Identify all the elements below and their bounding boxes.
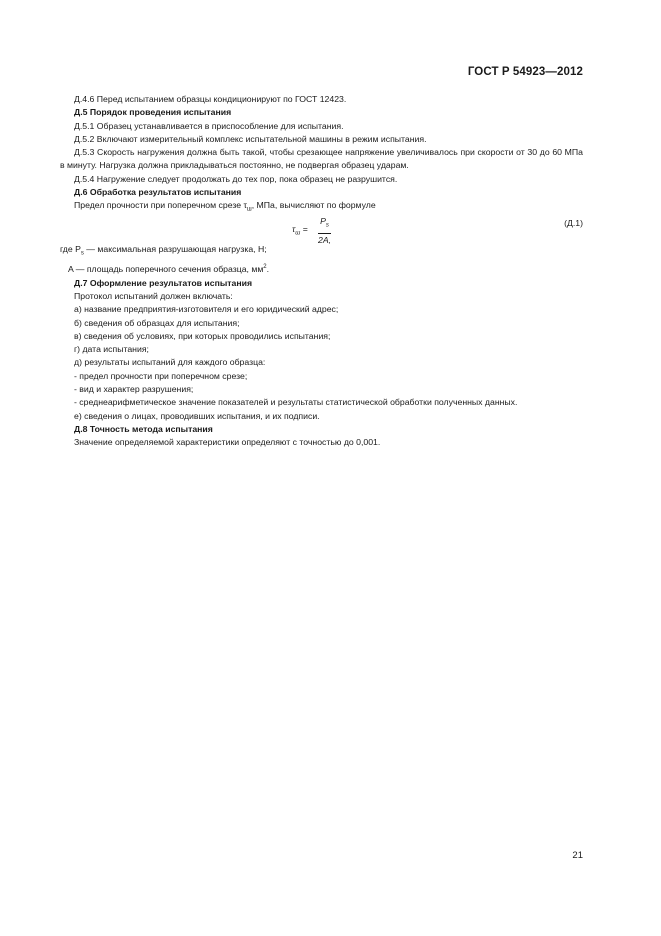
standard-header: ГОСТ Р 54923—2012 <box>467 66 583 78</box>
section-d7-heading: Д.7 Оформление результатов испытания <box>74 277 253 288</box>
section-d8-heading: Д.8 Точность метода испытания <box>74 423 213 434</box>
clause-d51: Д.5.1 Образец устанавливается в приспособление для испытания. <box>74 120 344 131</box>
clause-d54: Д.5.4 Нагружение следует продолжать до тех пор, пока образец не разрушится. <box>74 173 398 184</box>
list-item: б) сведения об образцах для испытания; <box>74 317 240 328</box>
formula-denominator: 2A, <box>318 235 332 246</box>
formula-number: (Д.1) <box>564 218 583 229</box>
formula-numerator: $P_s$ <box>318 215 331 234</box>
section-d5-heading: Д.5 Порядок проведения испытания <box>74 107 232 118</box>
formula-fraction <box>318 215 331 247</box>
list-item: - вид и характер разрушения; <box>74 384 194 394</box>
list-item: а) название предприятия-изготовителя и его юридический адрес; <box>74 304 339 315</box>
legend-ps: где $P_s$ — максимальная разрушающая нагрузка, Н; <box>60 244 267 258</box>
formula-lhs: $\tau_ш$ = <box>292 224 308 238</box>
formula-d1 <box>60 216 583 246</box>
page-number: 21 <box>572 850 583 861</box>
clause-d52: Д.5.2 Включают измерительный комплекс испытательной машины в режим испытания. <box>74 133 427 144</box>
legend-area: A — площадь поперечного сечения образца, $мм^2$. <box>68 264 270 275</box>
list-item: д) результаты испытаний для каждого образца: <box>74 357 266 368</box>
clause-d6-text: Предел прочности при поперечном срезе $\tau_ш$, МПа, вычисляют по формуле <box>74 200 376 214</box>
section-d6-heading: Д.6 Обработка результатов испытания <box>74 187 242 198</box>
clause-d7-intro: Протокол испытаний должен включать: <box>74 290 233 301</box>
list-item: - среднеарифметическое значение показателей и результаты статистической обработки полученных данных. <box>74 397 518 408</box>
list-item: - предел прочности при поперечном срезе; <box>74 370 248 381</box>
clause-d46: Д.4.6 Перед испытанием образцы кондиционируют по ГОСТ 12423. <box>74 94 347 104</box>
clause-d8-text: Значение определяемой характеристики определяют с точностью до 0,001. <box>74 437 381 448</box>
document-body <box>60 93 583 449</box>
list-item: в) сведения об условиях, при которых проводились испытания; <box>74 330 331 341</box>
clause-d53: Д.5.3 Скорость нагружения должна быть такой, чтобы срезающее напряжение увеличивалось при скорости от 30 до 60 МПа в минуту. Нагрузка должна прикладываться постоянно, не подвергая образец ударам. <box>60 147 583 171</box>
list-item: г) дата испытания; <box>74 344 149 355</box>
list-item: е) сведения о лицах, проводивших испытания, и их подписи. <box>74 410 320 421</box>
